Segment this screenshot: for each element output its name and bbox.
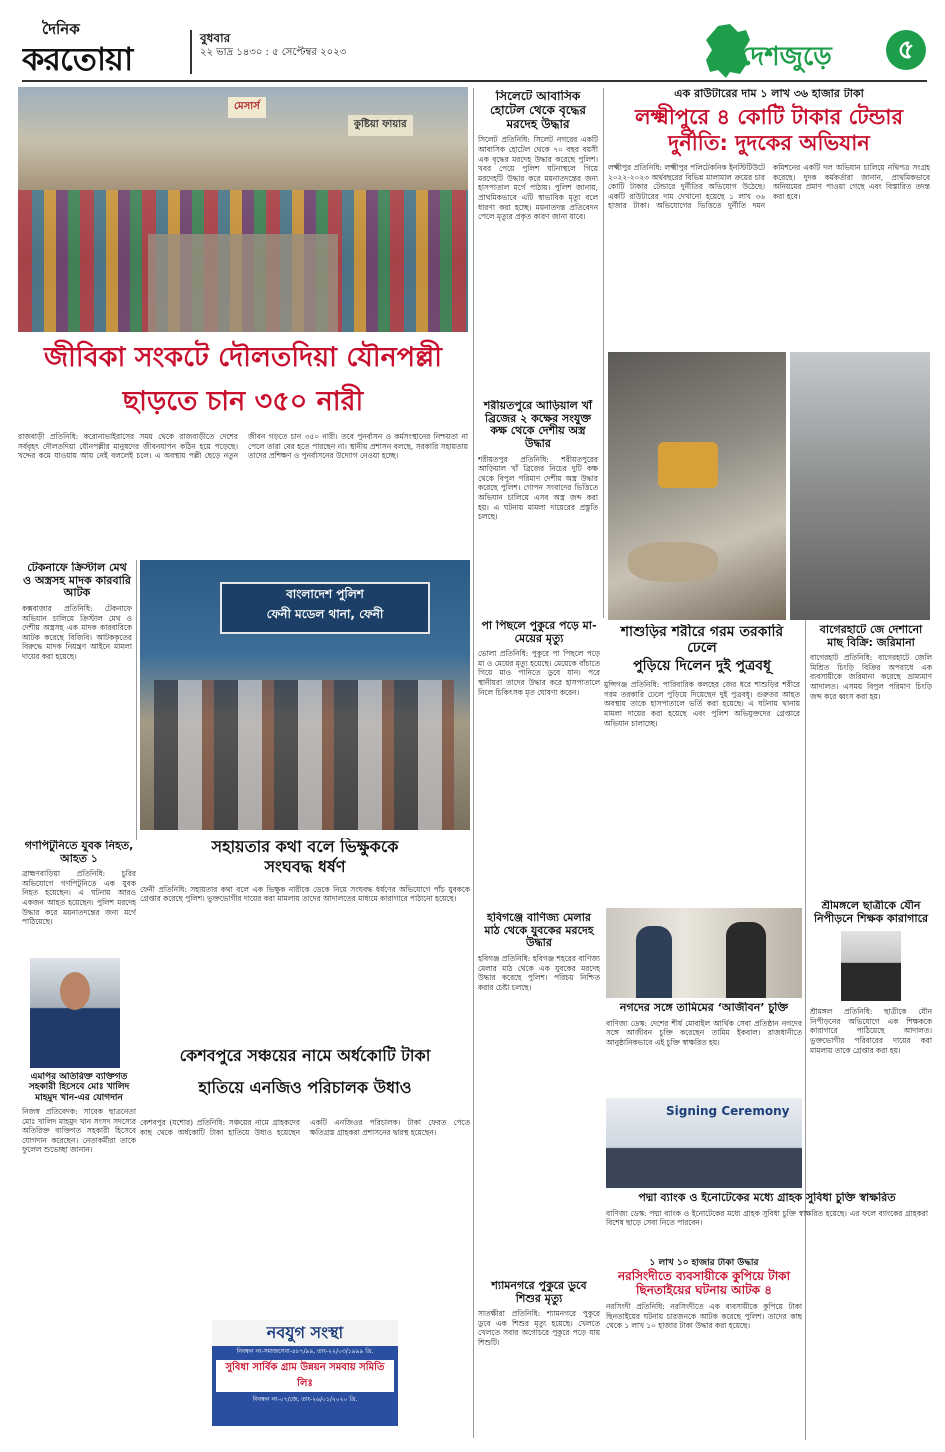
mp-portrait <box>30 958 120 1068</box>
keshabpur-headline-1: কেশবপুরে সঞ্চয়ের নামে অর্ধকোটি টাকা <box>179 1046 431 1065</box>
shariatpur-headline: শরীয়তপুরে আড়িয়াল খাঁ ব্রিজের ২ কক্ষের সংযুক্ত কক্ষ থেকে দেশীয় অস্ত্র উদ্ধার <box>483 400 593 450</box>
signboard-line-1: নিবন্ধন নং-সমাজসেবা-৪৮৭/৯৯, তাং-২২/০৩/১৯৯৯ খ্রি. <box>236 1348 374 1355</box>
sreemangal-body: শ্রীমঙ্গল প্রতিনিধি: ছাত্রীকে যৌন নিপীড়নের অভিযোগে এক শিক্ষককে কারাগারে পাঠিয়েছে আদালত। ভুক্তভোগীর পরিবারের দায়ের করা মামলায় তাকে গ্রেপ্তার করা হয়। <box>810 1007 932 1055</box>
techna-headline: টেকনাফে ক্রিস্টাল মেথ ও অস্ত্রসহ মাদক কারবারি আটক <box>23 562 131 600</box>
police-sign-line-2: ফেনী মডেল থানা, ফেনী <box>266 607 384 621</box>
nagad-person-1 <box>636 926 672 998</box>
lead-body: রাজবাড়ী প্রতিনিধি: করোনাভাইরাসের সময় থেকে রাজবাড়ীতে দেশের সর্ববৃহৎ দৌলতদিয়া যৌনপল্লীর মানুষদের জীবনযাপন কঠিন হয়ে পড়েছে। খদ্দের কমে যাওয়ায় আয় নেই বললেই চলে। এ অবস্থায় পল্লী ছেড়ে নতুন জীবন গড়তে চান ৩৫০ নারী। তবে পুনর্বাসন ও কর্মসংস্থানের নিশ্চয়তা না পেলে তারা বের হতে পারছেন না। স্থানীয় প্রশাসন বলছে, সরকারি সহায়তায় তাদের প্রশিক্ষণ ও পুনর্বাসনের উদ্যোগ নেওয়া হচ্ছে। <box>18 432 468 461</box>
bagerhat-headline: বাগেরহাটে জে দেশানো মাছ বিক্রি: জরিমানা <box>819 624 923 649</box>
sylhet-body: সিলেট প্রতিনিধি: সিলেট নগরের একটি আবাসিক হোটেল থেকে ৭০ বছর বয়সী এক বৃদ্ধের মরদেহ উদ্ধার করেছে পুলিশ। খবর পেয়ে পুলিশ ঘটনাস্থলে গিয়ে মরদেহটি উদ্ধার করে ময়নাতদন্তের জন্য হাসপাতাল মর্গে পাঠায়। পুলিশ জানায়, প্রাথমিকভাবে এটি স্বাভাবিক মৃত্যু বলে ধারণা করা হচ্ছে। ময়নাতদন্ত প্রতিবেদন পেলে মৃত্যুর প্রকৃত কারণ জানা যাবে। <box>478 135 598 222</box>
laxmipur-photo-1 <box>608 352 786 620</box>
lead-photo-road <box>148 234 338 332</box>
sreemangal-story <box>810 900 932 1440</box>
techna-story <box>22 562 132 822</box>
narsingdi-headline-1: নরসিংদীতে ব্যবসায়ীকে কুপিয়ে টাকা <box>617 1269 791 1284</box>
shashuri-body: মুন্সিগঞ্জ প্রতিনিধি: পারিবারিক কলহের জের ধরে শাশুড়ির শরীরে গরম তরকারি ঢেলে পুড়িয়ে দিয়েছেন দুই পুত্রবধূ। গুরুতর আহত অবস্থায় তাকে হাসপাতালে ভর্তি করা হয়েছে। এ ঘটনায় থানায় মামলা দায়ের করা হয়েছে এবং পুলিশ অভিযুক্তদের গ্রেপ্তারে অভিযান চালাচ্ছে। <box>604 680 800 728</box>
police-photo-people <box>154 680 454 830</box>
laxmipur-headline-1: লক্ষ্মীপুরে ৪ কোটি টাকার টেন্ডার <box>635 104 903 129</box>
lead-headline-line-1: জীবিকা সংকটে দৌলতদিয়া যৌনপল্লী <box>44 342 442 373</box>
nagad-person-2 <box>726 922 766 998</box>
laxmipur-headline-2: দুর্নীতি: দুদকের অভিযান <box>668 130 870 155</box>
police-photo <box>140 560 470 830</box>
signboard-title: নবযুগ সংস্থা <box>212 1320 398 1346</box>
narsingdi-headline-2: ছিনতাইয়ের ঘটনায় আটক ৪ <box>636 1283 772 1298</box>
vikkhuk-headline-1: সহায়তার কথা বলে ভিক্ষুককে <box>211 838 399 856</box>
laxmipur-story <box>608 88 930 348</box>
lead-headline <box>18 336 468 428</box>
keshabpur-headline <box>140 1040 470 1110</box>
masthead <box>0 0 945 82</box>
vikkhuk-body: ফেনী প্রতিনিধি: সহায়তার কথা বলে এক ভিক্ষুক নারীকে ডেকে নিয়ে সংঘবদ্ধ ধর্ষণের অভিযোগে পাঁচ যুবককে গ্রেপ্তার করেছে পুলিশ। ভুক্তভোগীর দায়ের করা মামলায় তাদের আদালতের মাধ্যমে কারাগারে পাঠানো হয়েছে। <box>140 884 470 904</box>
page-number: ৫ <box>897 35 915 65</box>
signboard-title-2: সুবিধা সার্বিক গ্রাম উন্নয়ন সমবায় সমিতি লিঃ <box>216 1360 394 1392</box>
pa-pichle-body: ভোলা প্রতিনিধি: পুকুরে পা পিছলে পড়ে মা ও মেয়ের মৃত্যু হয়েছে। মেয়েকে বাঁচাতে গিয়ে মাও পানিতে ডুবে যান। পরে স্থানীয়রা তাদের উদ্ধার করে হাসপাতালে নিলে চিকিৎসক মৃত ঘোষণা করেন। <box>478 649 600 697</box>
shariatpur-body: শরীয়তপুর প্রতিনিধি: শরীয়তপুরের আড়িয়াল খাঁ ব্রিজের নিচের দুটি কক্ষ থেকে বিপুল পরিমাণ দেশীয় অস্ত্র উদ্ধার করেছে পুলিশ। গোপন সংবাদের ভিত্তিতে অভিযান চালিয়ে এসব অস্ত্র জব্দ করা হয়। এ ঘটনায় মামলা দায়েরের প্রস্তুতি চলছে। <box>478 454 598 522</box>
bagerhat-body: বাগেরহাট প্রতিনিধি: বাগেরহাটে জেলি মিশ্রিত চিংড়ি বিক্রির অপরাধে এক ব্যবসায়ীকে জরিমানা করেছে ভ্রাম্যমাণ আদালত। এসময় বিপুল পরিমাণ চিংড়ি জব্দ করে ধ্বংস করা হয়। <box>810 653 932 701</box>
narsingdi-story <box>606 1258 802 1438</box>
mp-caption: এমপির অতিরিক্ত ব্যক্তিগত সহকারী হিসেবে মোঃ খালিদ মাহমুদ খান-এর যোগদান <box>28 1072 130 1103</box>
shashuri-headline-1: শাশুড়ির শরীরে গরম তরকারি ঢেলে <box>620 624 784 657</box>
sreemangal-headline: শ্রীমঙ্গলে ছাত্রীকে যৌন নিপীড়নে শিক্ষক কারাগারে <box>813 900 929 925</box>
section-title: দেশজুড়ে <box>740 42 832 72</box>
signboard-line-2: নিবন্ধন নং-০৭/জে, তাং-২৬/০১/২০২০ খ্রি. <box>252 1396 358 1403</box>
signing-headline: পদ্মা ব্যাংক ও ইনোটেকের মধ্যে গ্রাহক সুবিধা চুক্তি স্বাক্ষরিত <box>638 1192 896 1204</box>
section-header <box>700 22 930 80</box>
shariatpur-story <box>478 400 598 610</box>
gonopitunite-headline: গণপিটুনিতে যুবক নিহত, আহত ১ <box>24 840 134 865</box>
weekday: বুধবার <box>200 31 231 45</box>
sreemangal-portrait <box>841 931 901 1001</box>
shyamnagar-headline: শ্যামনগরে পুকুরে ডুবে শিশুর মৃত্যু <box>491 1280 587 1305</box>
page-number-badge <box>886 30 926 70</box>
shyamnagar-body: সাতক্ষীরা প্রতিনিধি: শ্যামনগরে পুকুরে ডুবে এক শিশুর মৃত্যু হয়েছে। খেলতে খেলতে সবার অগোচরে পুকুরে পড়ে যায় শিশুটি। <box>478 1309 600 1348</box>
habiganj-body: হবিগঞ্জ প্রতিনিধি: হবিগঞ্জ শহরের বাণিজ্য মেলার মাঠ থেকে এক যুবকের মরদেহ উদ্ধার করেছে পুলিশ। পরিচয় নিশ্চিত করার চেষ্টা চলছে। <box>478 953 600 992</box>
narsingdi-kicker: ১ লাখ ১০ হাজার টাকা উদ্ধার <box>649 1258 759 1268</box>
sylhet-story <box>478 90 598 390</box>
masthead-rule <box>22 80 927 82</box>
tray-icon <box>628 542 718 582</box>
police-sign <box>220 582 430 634</box>
keshabpur-body: কেশবপুর (যশোর) প্রতিনিধি: সঞ্চয়ের নামে গ্রাহকদের কাছ থেকে অর্ধকোটি টাকা হাতিয়ে উধাও হয়েছেন একটি এনজিওর পরিচালক। টাকা ফেরত পেতে ক্ষতিগ্রস্ত গ্রাহকরা প্রশাসনের দ্বারস্থ হয়েছেন। <box>140 1118 470 1137</box>
pa-pichle-headline: পা পিছলে পুকুরে পড়ে মা-মেয়ের মৃত্যু <box>481 620 597 645</box>
laxmipur-kicker: এক রাউটারের দাম ১ লাখ ৩৬ হাজার টাকা <box>674 88 864 100</box>
mp-story <box>22 1072 136 1432</box>
police-sign-line-1: বাংলাদেশ পুলিশ <box>286 587 364 601</box>
bagerhat-story <box>810 624 932 894</box>
laxmipur-photo-2 <box>790 352 930 620</box>
keshabpur-headline-2: হাতিয়ে এনজিও পরিচালক উধাও <box>198 1078 412 1097</box>
shashuri-story <box>604 624 800 904</box>
brand-top: দৈনিক <box>42 20 80 38</box>
sylhet-headline: সিলেটে আবাসিক হোটেল থেকে বৃদ্ধের মরদেহ উদ্ধার <box>489 90 587 131</box>
col-rule <box>603 88 604 618</box>
lead-photo-sign-2: কুষ্টিয়া ফায়ার <box>348 115 413 136</box>
signing-body: বাণিজ্য ডেস্ক: পদ্মা ব্যাংক ও ইনোটেকের মধ্যে গ্রাহক সুবিধা চুক্তি স্বাক্ষরিত হয়েছে। এর ফলে ব্যাংকের গ্রাহকরা বিশেষ ছাড়ে সেবা নিতে পারবেন। <box>606 1208 928 1228</box>
habiganj-story <box>478 912 600 1112</box>
nagad-photo <box>606 908 802 998</box>
col-rule <box>473 88 474 1438</box>
laxmipur-body: লক্ষ্মীপুর প্রতিনিধি: লক্ষ্মীপুর পলিটেকনিক ইনস্টিটিউটে ২০২২-২০২৩ অর্থবছরের বিভিন্ন মালামাল ক্রয়ের চার কোটি টাকার টেন্ডারে দুর্নীতির অভিযোগ উঠেছে। একটি রাউটারের দাম দেখানো হয়েছে ১ লাখ ৩৬ হাজার টাকা। অভিযোগের ভিত্তিতে দুর্নীতি দমন কমিশনের একটি দল অভিযান চালিয়ে নথিপত্র সংগ্রহ করেছে। দুদক কর্মকর্তারা জানান, প্রাথমিকভাবে অনিয়মের প্রমাণ পাওয়া গেছে এবং বিস্তারিত তদন্ত করা হবে। <box>608 162 930 211</box>
gonopitunite-body: ব্রাহ্মণবাড়িয়া প্রতিনিধি: চুরির অভিযোগে গণপিটুনিতে এক যুবক নিহত হয়েছেন। এ ঘটনায় আরও একজন আহত হয়েছেন। পুলিশ মরদেহ উদ্ধার করে ময়নাতদন্তের জন্য মর্গে পাঠিয়েছে। <box>22 869 136 927</box>
date-block <box>190 30 450 74</box>
bowl-icon <box>658 442 718 488</box>
lead-photo-sign-1: মেসার্স <box>228 97 266 118</box>
col-rule <box>805 620 806 1440</box>
signing-banner: Signing Ceremony <box>666 1104 790 1118</box>
mp-face <box>60 972 90 1010</box>
lead-headline-line-2: ছাড়তে চান ৩৫০ নারী <box>122 386 364 417</box>
mp-body: নিজস্ব প্রতিবেদক: সাবেক ছাত্রনেতা মোঃ খালিদ মাহমুদ খান সংসদ সদস্যের অতিরিক্ত ব্যক্তিগত সহকারী হিসেবে যোগদান করেছেন। নেতাকর্মীরা তাকে ফুলেল শুভেচ্ছা জানান। <box>22 1107 136 1155</box>
vikkhuk-headline-2: সংঘবদ্ধ ধর্ষণ <box>264 857 346 877</box>
narsingdi-body: নরসিংদী প্রতিনিধি: নরসিংদীতে এক ব্যবসায়ীকে কুপিয়ে টাকা ছিনতাইয়ের ঘটনায় চারজনকে আটক করেছে পুলিশ। তাদের কাছ থেকে ১ লাখ ১০ হাজার টাকা উদ্ধার করা হয়েছে। <box>606 1301 802 1331</box>
nagad-headline: নগদের সঙ্গে তামিমের ‘আজীবন’ চুক্তি <box>619 1002 789 1014</box>
nagad-story <box>606 1002 802 1094</box>
date-line: ২২ ভাদ্র ১৪৩০ : ৫ সেপ্টেম্বর ২০২৩ <box>200 47 347 58</box>
pa-pichle-story <box>478 620 600 910</box>
col-rule <box>136 560 137 840</box>
signing-photo <box>606 1098 802 1188</box>
brand-main: করতোয়া <box>22 40 133 72</box>
keshabpur-signboard <box>210 1318 400 1428</box>
habiganj-headline: হবিগঞ্জে বাণিজ্য মেলার মাঠ থেকে যুবকের মরদেহ উদ্ধার <box>484 912 594 950</box>
lead-photo <box>18 87 468 332</box>
vikkhuk-story <box>140 838 470 1034</box>
shyamnagar-story <box>478 1280 600 1430</box>
nagad-body: বাণিজ্য ডেস্ক: দেশের শীর্ষ মোবাইল আর্থিক সেবা প্রতিষ্ঠান নগদের সঙ্গে আজীবন চুক্তি করেছেন তামিম ইকবাল। রাজধানীতে আনুষ্ঠানিকভাবে এই চুক্তি স্বাক্ষরিত হয়। <box>606 1018 802 1047</box>
techna-body: কক্সবাজার প্রতিনিধি: টেকনাফে অভিযান চালিয়ে ক্রিস্টাল মেথ ও দেশীয় অস্ত্রসহ এক মাদক কারবারিকে আটক করেছে বিজিবি। আটককৃতের বিরুদ্ধে মাদক নিয়ন্ত্রণ আইনে মামলা দায়ের করা হয়েছে। <box>22 603 132 661</box>
brand-logo <box>22 14 177 72</box>
shashuri-headline-2: পুড়িয়ে দিলেন দুই পুত্রবধূ <box>633 658 771 675</box>
